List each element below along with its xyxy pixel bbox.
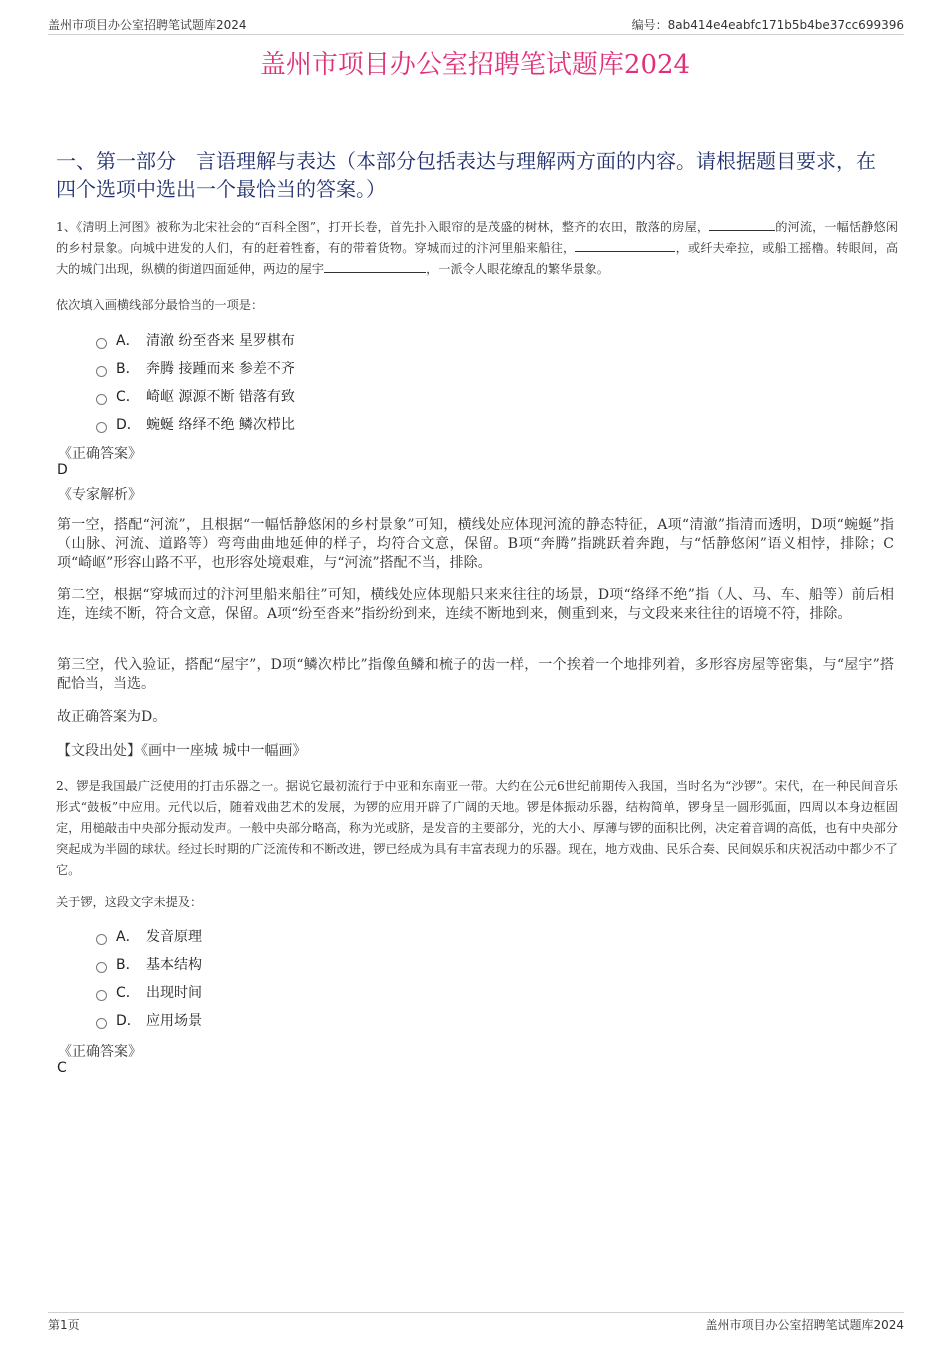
analysis-paragraph: 第三空，代入验证，搭配“屋宇”，D项“鳞次栉比”指像鱼鳞和梳子的齿一样，一个挨着一个地排列着，多形容房屋等密集，与“屋宇”搭配恰当，当选。 xyxy=(57,657,894,692)
source-citation: 【文段出处】《画中一座城 城中一幅画》 xyxy=(57,743,307,759)
radio-button[interactable] xyxy=(96,366,107,377)
option-d[interactable]: D． 应用场景 xyxy=(96,1006,202,1034)
question-1-part-3: ，或纤夫牵拉，或船工摇橹。转眼间，高大的城门出现，纵横的街道四面延伸，两边的屋宇 xyxy=(56,241,899,276)
radio-button[interactable] xyxy=(96,422,107,433)
analysis-paragraph: 故正确答案为D。 xyxy=(57,709,167,725)
question-1-part-2: 的河流，一幅恬静悠闲的乡村景象。向城中进发的人们，有的赶着牲畜，有的带着货物。穿城而过的汴河里船来船往， xyxy=(56,220,898,255)
radio-button[interactable] xyxy=(96,962,107,973)
radio-button[interactable] xyxy=(96,990,107,1001)
question-1-options xyxy=(96,326,295,438)
analysis-paragraph: 第一空，搭配“河流”，且根据“一幅恬静悠闲的乡村景象”可知，横线处应体现河流的静态特征，A项“清澈”指清而透明，D项“蜿蜒”指（山脉、河流、道路等）弯弯曲曲地延伸的样子，均符合文意，保留。B项“奔腾”指跳跃着奔跑，与“恬静悠闲”语义相悖，排除；C项“崎岖”形容山路不平，也形容处境艰难，与“河流”搭配不当，排除。 xyxy=(57,517,894,571)
footer-doc-title: 盖州市项目办公室招聘笔试题库2024 xyxy=(705,1318,904,1332)
question-2-prompt: 关于锣，这段文字未提及： xyxy=(56,895,203,909)
radio-button[interactable] xyxy=(96,338,107,349)
question-2-options xyxy=(96,922,202,1034)
option-a[interactable]: A． 清澈 纷至沓来 星罗棋布 xyxy=(96,326,295,354)
option-b[interactable]: B． 基本结构 xyxy=(96,950,202,978)
correct-answer-label: 《正确答案》 xyxy=(58,446,142,462)
page-title: 盖州市项目办公室招聘笔试题库2024 xyxy=(259,50,691,80)
header-doc-title: 盖州市项目办公室招聘笔试题库2024 xyxy=(48,18,247,32)
expert-analysis-label: 《专家解析》 xyxy=(58,487,142,503)
question-1-text xyxy=(56,217,898,280)
question-1-prompt: 依次填入画横线部分最恰当的一项是： xyxy=(56,298,264,312)
option-c[interactable]: C． 出现时间 xyxy=(96,978,202,1006)
analysis-paragraph: 第二空，根据“穿城而过的汴河里船来船往”可知，横线处应体现船只来来往往的场景，D项“络绎不绝”指（人、马、车、船等）前后相连，连续不断，符合文意，保留。A项“纷至沓来”指纷纷到来，连续不断地到来，侧重到来，与文段来来往往的语境不符，排除。 xyxy=(57,587,894,622)
page-footer xyxy=(48,1312,904,1333)
correct-answer: C xyxy=(57,1060,67,1076)
answer-blank-1 xyxy=(709,218,775,231)
correct-answer: D xyxy=(57,462,68,478)
option-b[interactable]: B． 奔腾 接踵而来 参差不齐 xyxy=(96,354,295,382)
radio-button[interactable] xyxy=(96,934,107,945)
correct-answer-label: 《正确答案》 xyxy=(58,1044,142,1060)
section-heading: 一、第一部分 言语理解与表达（本部分包括表达与理解两方面的内容。请根据题目要求，在四个选项中选出一个最恰当的答案。） xyxy=(56,149,876,201)
option-a[interactable]: A． 发音原理 xyxy=(96,922,202,950)
page-header xyxy=(48,16,904,35)
page-number: 第1页 xyxy=(48,1318,80,1332)
option-c[interactable]: C． 崎岖 源源不断 错落有致 xyxy=(96,382,295,410)
radio-button[interactable] xyxy=(96,394,107,405)
answer-blank-3 xyxy=(324,260,426,273)
header-doc-id: 编号：8ab414e4eabfc171b5b4be37cc699396 xyxy=(631,18,904,32)
question-2-text: 2、锣是我国最广泛使用的打击乐器之一。据说它最初流行于中亚和东南亚一带。大约在公元6世纪前期传入我国，当时名为“沙锣”。宋代，在一种民间音乐形式“鼓板”中应用。元代以后，随着戏曲艺术的发展，为锣的应用开辟了广阔的天地。锣是体振动乐器，结构简单，锣身呈一圆形弧面，四周以本身边框固定，用槌敲击中央部分振动发声。一般中央部分略高，称为光或脐，是发音的主要部分，光的大小、厚薄与锣的面积比例，决定着音调的高低，也有中央部分突起成为半圆的球状。经过长时期的广泛流传和不断改进，锣已经成为具有丰富表现力的乐器。现在，地方戏曲、民乐合奏、民间娱乐和庆祝活动中都少不了它。 xyxy=(56,779,898,877)
radio-button[interactable] xyxy=(96,1018,107,1029)
option-d[interactable]: D． 蜿蜒 络绎不绝 鳞次栉比 xyxy=(96,410,295,438)
question-1-part-1: 1、《清明上河图》被称为北宋社会的“百科全图”，打开长卷，首先扑入眼帘的是茂盛的树林，整齐的农田，散落的房屋， xyxy=(56,220,710,234)
question-1-part-4: ，一派令人眼花缭乱的繁华景象。 xyxy=(426,262,609,276)
answer-blank-2 xyxy=(575,239,675,252)
